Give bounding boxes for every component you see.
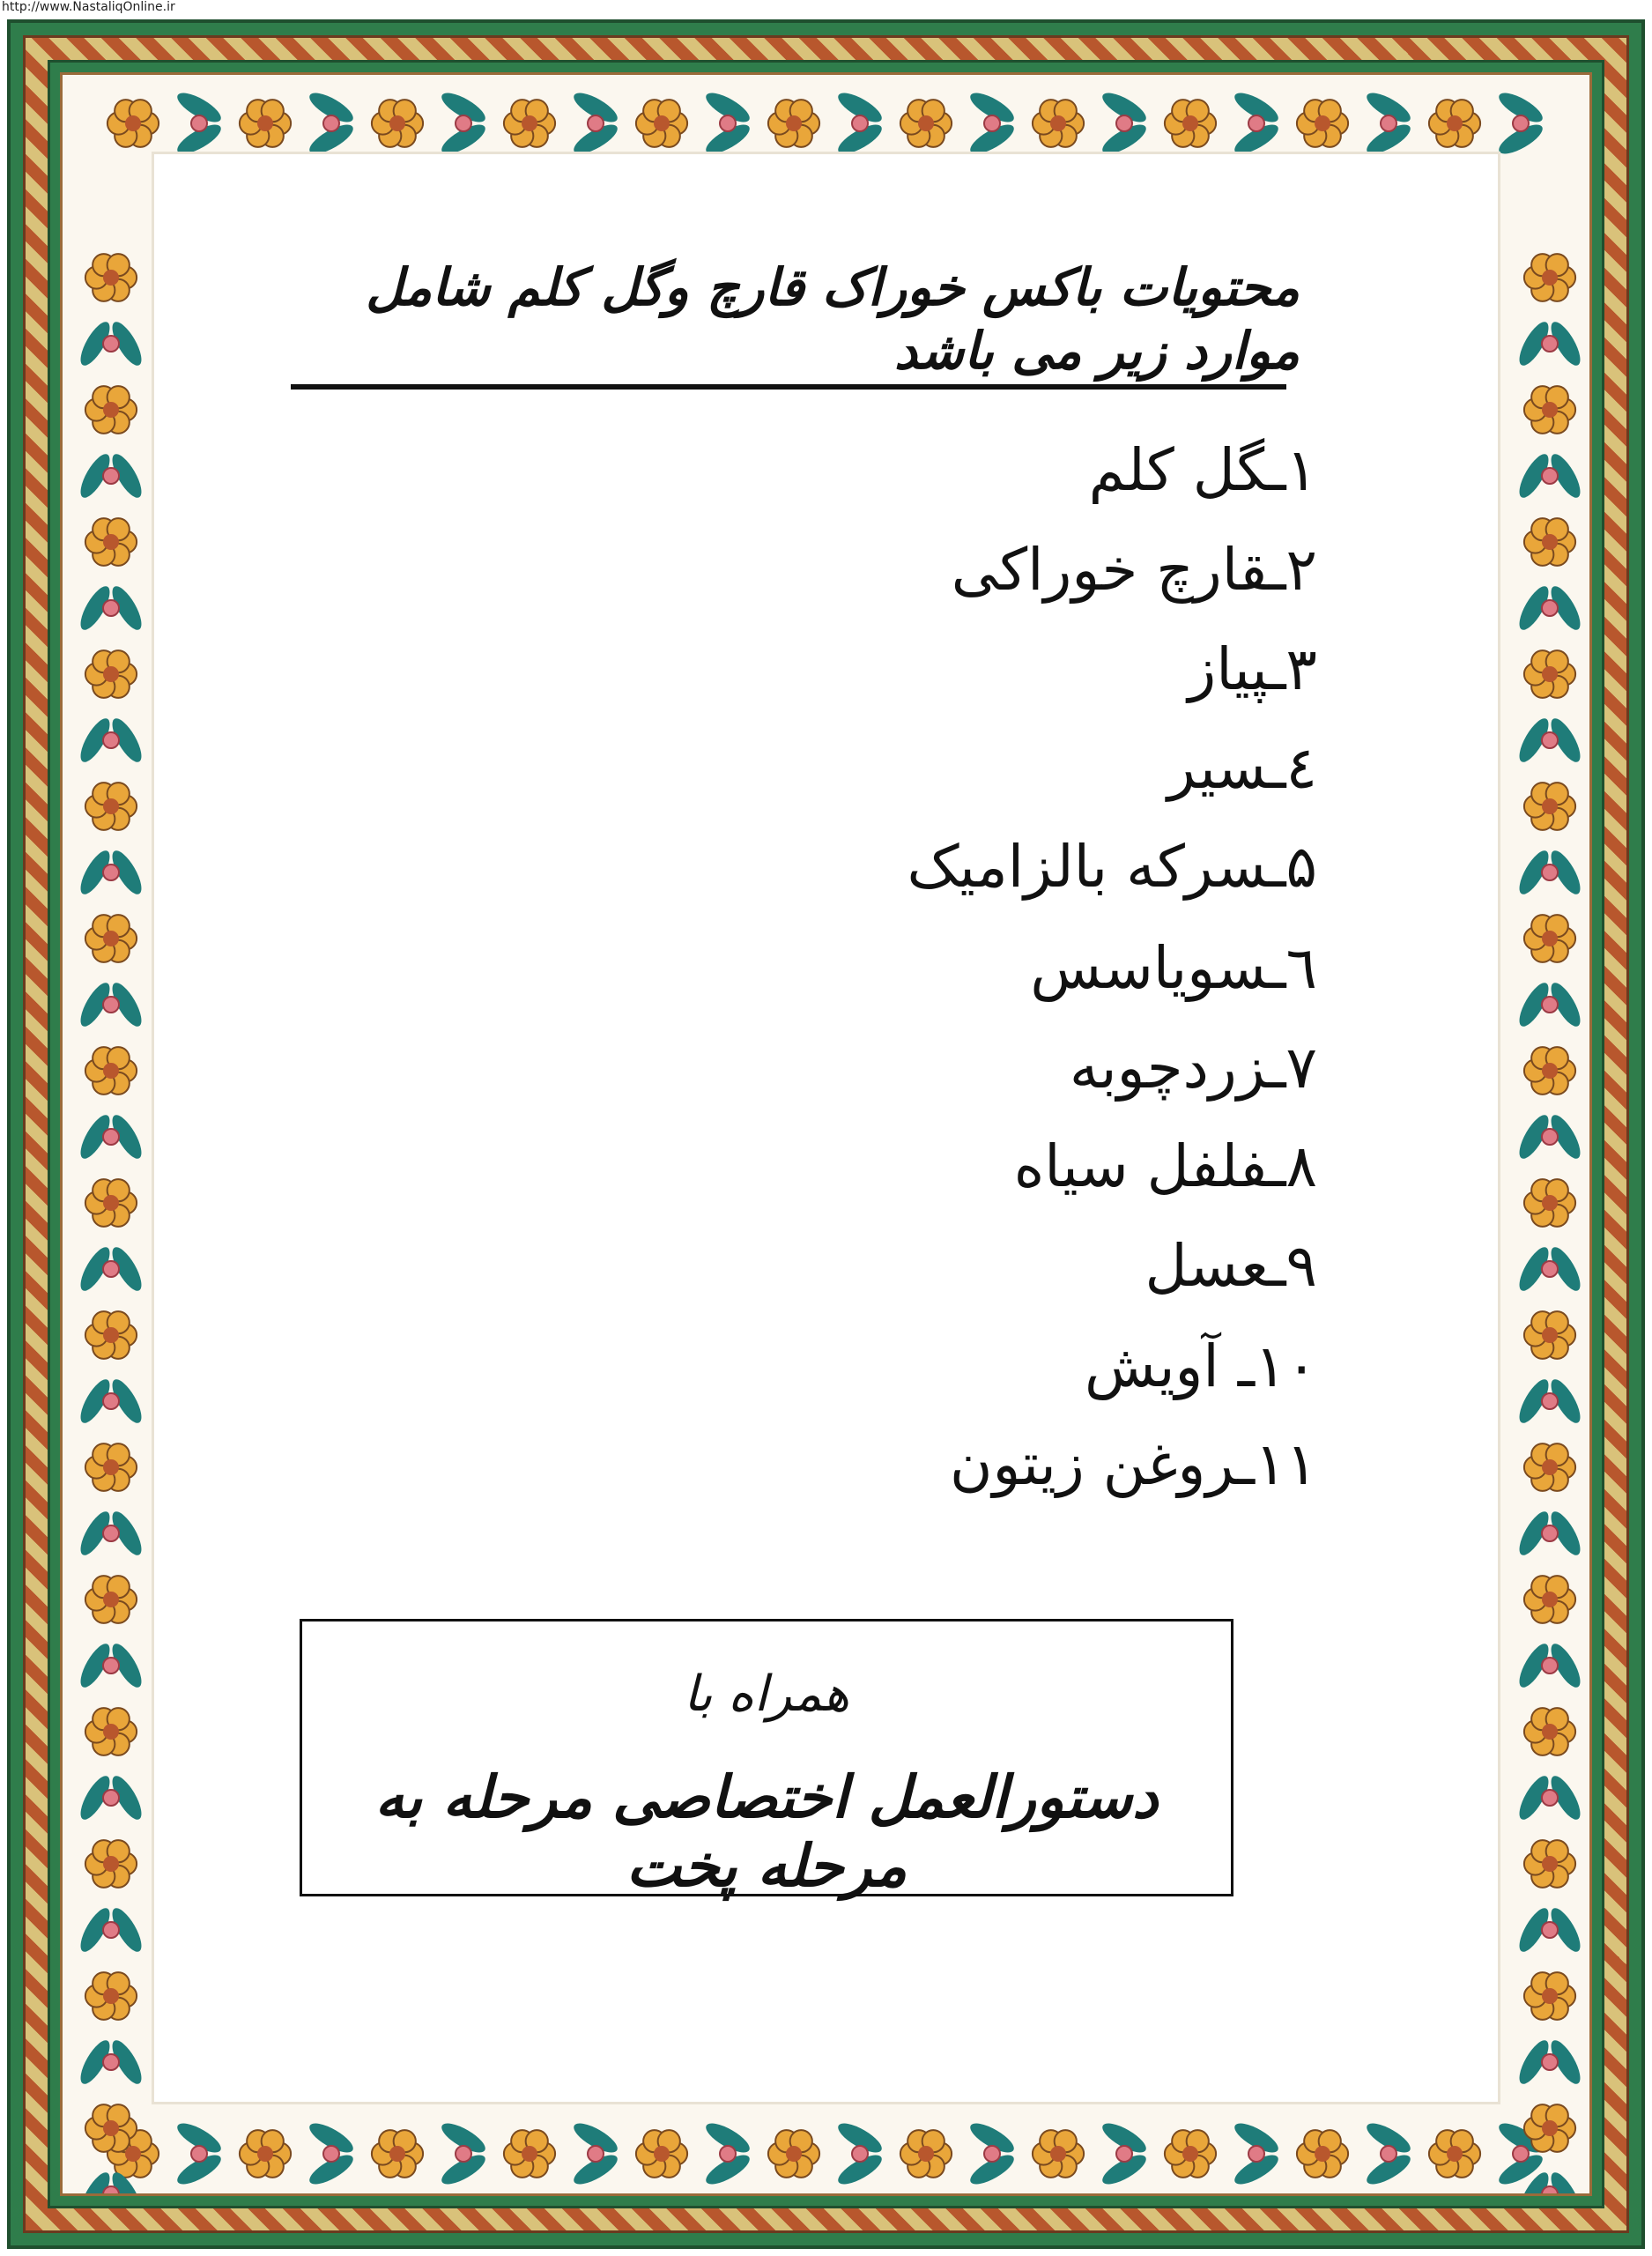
flower-icon xyxy=(85,1840,137,1888)
flower-icon xyxy=(1524,254,1575,301)
box-title: دستورالعمل اختصاصی مرحله به مرحله پخت xyxy=(374,1762,1159,1900)
list-item: ۵ـسرکه بالزامیک xyxy=(907,833,1317,901)
bud-icon xyxy=(1542,997,1558,1013)
bud-icon xyxy=(984,115,1000,131)
bud-icon xyxy=(1542,1129,1558,1145)
flower-icon xyxy=(85,650,137,698)
bud-icon xyxy=(103,600,119,616)
bud-icon xyxy=(191,2146,207,2162)
page-title: محتویات باکس خوراک قارچ وگل کلم شامل موارد زیر می باشد xyxy=(366,257,1300,381)
flower-icon xyxy=(636,2130,687,2178)
bud-icon xyxy=(456,2146,471,2162)
bud-icon xyxy=(1381,115,1396,131)
recipe-note-box xyxy=(300,1619,1233,1900)
bud-icon xyxy=(852,115,868,131)
list-item: ۳ـپیاز xyxy=(1188,635,1317,703)
flower-icon xyxy=(85,1179,137,1227)
bud-icon xyxy=(1542,1261,1558,1277)
bud-icon xyxy=(1542,865,1558,880)
bud-icon xyxy=(1542,732,1558,748)
flower-icon xyxy=(240,2130,291,2178)
bud-icon xyxy=(103,1525,119,1541)
flower-icon xyxy=(1524,1179,1575,1227)
flower-icon xyxy=(107,100,159,147)
flower-icon xyxy=(85,386,137,434)
bud-icon xyxy=(1542,468,1558,484)
list-item: ٤ـسیر xyxy=(1167,734,1317,802)
flower-icon xyxy=(372,2130,423,2178)
bud-icon xyxy=(1513,2146,1529,2162)
bud-icon xyxy=(1513,115,1529,131)
bud-icon xyxy=(1542,1393,1558,1409)
bud-icon xyxy=(103,2186,119,2196)
bud-icon xyxy=(1116,2146,1132,2162)
title-underline xyxy=(291,384,1286,390)
bud-icon xyxy=(1542,336,1558,352)
bud-icon xyxy=(103,1790,119,1806)
flower-icon xyxy=(85,1972,137,2020)
flower-icon xyxy=(900,100,952,147)
bud-icon xyxy=(103,1658,119,1673)
flower-icon xyxy=(900,2130,952,2178)
bud-icon xyxy=(103,1393,119,1409)
bud-icon xyxy=(1542,1790,1558,1806)
flower-icon xyxy=(1033,100,1084,147)
bud-icon xyxy=(720,2146,736,2162)
bud-icon xyxy=(103,1922,119,1938)
bud-icon xyxy=(103,865,119,880)
bud-icon xyxy=(1381,2146,1396,2162)
flower-icon xyxy=(1524,386,1575,434)
bud-icon xyxy=(191,115,207,131)
list-item: ۱ـگل کلم xyxy=(1088,436,1317,504)
flower-icon xyxy=(85,1708,137,1755)
bud-icon xyxy=(103,1129,119,1145)
bud-icon xyxy=(1542,1922,1558,1938)
bud-icon xyxy=(103,1261,119,1277)
flower-icon xyxy=(1524,1443,1575,1491)
flower-icon xyxy=(1524,1047,1575,1095)
flower-icon xyxy=(1524,1311,1575,1359)
flower-icon xyxy=(1524,1576,1575,1623)
bud-icon xyxy=(323,115,339,131)
flower-icon xyxy=(240,100,291,147)
list-item: ۲ـقارچ خوراکی xyxy=(951,536,1317,604)
flower-icon xyxy=(1429,2130,1480,2178)
flower-icon xyxy=(85,1443,137,1491)
flower-icon xyxy=(85,783,137,830)
flower-icon xyxy=(85,1047,137,1095)
list-item: ۸ـفلفل سیاه xyxy=(1013,1132,1317,1200)
flower-icon xyxy=(1297,100,1348,147)
flower-icon xyxy=(1524,1972,1575,2020)
flower-icon xyxy=(1429,100,1480,147)
bud-icon xyxy=(103,997,119,1013)
watermark-url: http://www.NastaliqOnline.ir xyxy=(2,0,175,14)
bud-icon xyxy=(1542,1658,1558,1673)
box-subtitle: همراه با xyxy=(683,1666,850,1723)
flower-icon xyxy=(1524,650,1575,698)
flower-icon xyxy=(1165,100,1216,147)
bud-icon xyxy=(984,2146,1000,2162)
bud-icon xyxy=(588,115,604,131)
flower-icon xyxy=(85,915,137,962)
flower-icon xyxy=(85,254,137,301)
flower-icon xyxy=(1297,2130,1348,2178)
flower-icon xyxy=(85,1311,137,1359)
bud-icon xyxy=(588,2146,604,2162)
flower-icon xyxy=(372,100,423,147)
flower-icon xyxy=(636,100,687,147)
bud-icon xyxy=(1248,2146,1264,2162)
flower-icon xyxy=(1165,2130,1216,2178)
flower-icon xyxy=(1524,2104,1575,2152)
bud-icon xyxy=(1248,115,1264,131)
flower-icon xyxy=(1524,783,1575,830)
bud-icon xyxy=(1116,115,1132,131)
flower-icon xyxy=(1524,1840,1575,1888)
flower-icon xyxy=(1524,518,1575,566)
list-item: ۹ـعسل xyxy=(1145,1232,1317,1300)
flower-icon xyxy=(1524,915,1575,962)
flower-icon xyxy=(1033,2130,1084,2178)
flower-icon xyxy=(504,2130,555,2178)
flower-icon xyxy=(1524,1708,1575,1755)
bud-icon xyxy=(103,732,119,748)
bud-icon xyxy=(103,468,119,484)
list-item: ۷ـزردچوبه xyxy=(1069,1034,1317,1102)
flower-icon xyxy=(85,1576,137,1623)
bud-icon xyxy=(103,336,119,352)
bud-icon xyxy=(1542,600,1558,616)
list-item: ٦ـسویاسس xyxy=(1030,934,1317,1002)
flower-icon xyxy=(504,100,555,147)
bud-icon xyxy=(1542,2186,1558,2196)
bud-icon xyxy=(1542,1525,1558,1541)
bud-icon xyxy=(1542,2054,1558,2070)
flower-icon xyxy=(85,2104,137,2152)
bud-icon xyxy=(323,2146,339,2162)
flower-icon xyxy=(768,2130,819,2178)
flower-icon xyxy=(768,100,819,147)
list-item: ۱۰ـ آویش xyxy=(1085,1332,1317,1400)
bud-icon xyxy=(456,115,471,131)
flower-icon xyxy=(85,518,137,566)
bud-icon xyxy=(720,115,736,131)
bud-icon xyxy=(103,2054,119,2070)
bud-icon xyxy=(852,2146,868,2162)
list-item: ۱۱ـروغن زیتون xyxy=(950,1430,1317,1498)
